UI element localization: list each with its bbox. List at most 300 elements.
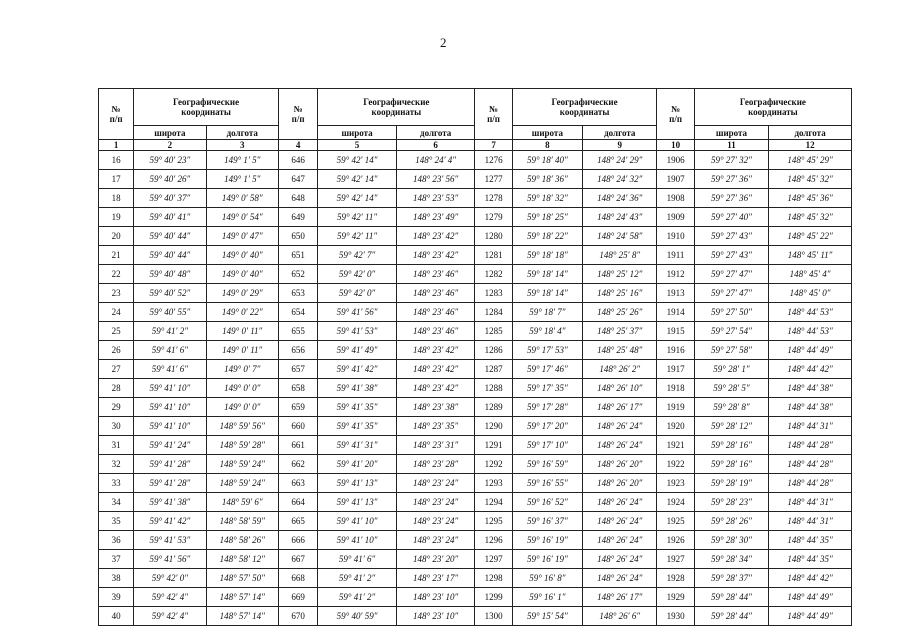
longitude-cell: 148° 24′ 32″: [583, 170, 657, 189]
latitude-cell: 59° 28′ 44″: [694, 588, 768, 607]
latitude-cell: 59° 41′ 42″: [318, 360, 397, 379]
point-number-cell: 38: [99, 569, 134, 588]
longitude-cell: 148° 44′ 31″: [769, 417, 852, 436]
point-number-cell: 1909: [657, 208, 694, 227]
point-number-cell: 1279: [475, 208, 512, 227]
point-number-cell: 26: [99, 341, 134, 360]
point-number-cell: 39: [99, 588, 134, 607]
longitude-cell: 148° 23′ 46″: [396, 303, 475, 322]
latitude-cell: 59° 17′ 28″: [512, 398, 582, 417]
longitude-cell: 148° 45′ 32″: [769, 170, 852, 189]
header-num: № п/п: [278, 89, 317, 140]
point-number-cell: 1296: [475, 531, 512, 550]
table-row: [99, 341, 852, 360]
latitude-cell: 59° 27′ 36″: [694, 189, 768, 208]
latitude-cell: 59° 42′ 0″: [134, 569, 206, 588]
column-index: 4: [278, 140, 317, 151]
header-num: № п/п: [99, 89, 134, 140]
longitude-cell: 149° 0′ 11″: [206, 341, 278, 360]
latitude-cell: 59° 18′ 22″: [512, 227, 582, 246]
longitude-cell: 148° 23′ 10″: [396, 607, 475, 626]
column-index: 5: [318, 140, 397, 151]
header-lon: долгота: [769, 126, 852, 140]
point-number-cell: 1298: [475, 569, 512, 588]
column-index: 10: [657, 140, 694, 151]
latitude-cell: 59° 16′ 55″: [512, 474, 582, 493]
point-number-cell: 1916: [657, 341, 694, 360]
latitude-cell: 59° 41′ 38″: [134, 493, 206, 512]
table-row: [99, 417, 852, 436]
point-number-cell: 1282: [475, 265, 512, 284]
point-number-cell: 1294: [475, 493, 512, 512]
longitude-cell: 148° 24′ 43″: [583, 208, 657, 227]
point-number-cell: 651: [278, 246, 317, 265]
latitude-cell: 59° 28′ 44″: [694, 607, 768, 626]
column-index: 9: [583, 140, 657, 151]
latitude-cell: 59° 27′ 58″: [694, 341, 768, 360]
latitude-cell: 59° 15′ 54″: [512, 607, 582, 626]
point-number-cell: 20: [99, 227, 134, 246]
point-number-cell: 1290: [475, 417, 512, 436]
point-number-cell: 652: [278, 265, 317, 284]
longitude-cell: 148° 24′ 29″: [583, 151, 657, 170]
table-row: [99, 227, 852, 246]
latitude-cell: 59° 18′ 18″: [512, 246, 582, 265]
longitude-cell: 148° 26′ 20″: [583, 474, 657, 493]
table-row: [99, 588, 852, 607]
header-lat: широта: [134, 126, 206, 140]
latitude-cell: 59° 28′ 34″: [694, 550, 768, 569]
longitude-cell: 148° 23′ 42″: [396, 379, 475, 398]
point-number-cell: 28: [99, 379, 134, 398]
point-number-cell: 1292: [475, 455, 512, 474]
latitude-cell: 59° 42′ 4″: [134, 588, 206, 607]
latitude-cell: 59° 27′ 43″: [694, 246, 768, 265]
table-row: [99, 322, 852, 341]
latitude-cell: 59° 28′ 16″: [694, 436, 768, 455]
latitude-cell: 59° 27′ 54″: [694, 322, 768, 341]
longitude-cell: 148° 57′ 14″: [206, 588, 278, 607]
longitude-cell: 148° 23′ 42″: [396, 246, 475, 265]
column-index: 6: [396, 140, 475, 151]
longitude-cell: 148° 25′ 8″: [583, 246, 657, 265]
point-number-cell: 27: [99, 360, 134, 379]
latitude-cell: 59° 17′ 53″: [512, 341, 582, 360]
point-number-cell: 669: [278, 588, 317, 607]
point-number-cell: 661: [278, 436, 317, 455]
longitude-cell: 148° 26′ 24″: [583, 550, 657, 569]
table-row: [99, 455, 852, 474]
latitude-cell: 59° 17′ 10″: [512, 436, 582, 455]
longitude-cell: 148° 25′ 16″: [583, 284, 657, 303]
header-geo: Географические координаты: [134, 89, 279, 126]
header-num: № п/п: [657, 89, 694, 140]
table-body: [99, 151, 852, 626]
latitude-cell: 59° 41′ 10″: [318, 531, 397, 550]
latitude-cell: 59° 40′ 55″: [134, 303, 206, 322]
latitude-cell: 59° 41′ 24″: [134, 436, 206, 455]
point-number-cell: 666: [278, 531, 317, 550]
point-number-cell: 23: [99, 284, 134, 303]
latitude-cell: 59° 41′ 13″: [318, 493, 397, 512]
latitude-cell: 59° 18′ 14″: [512, 284, 582, 303]
table-row: [99, 170, 852, 189]
longitude-cell: 149° 1′ 5″: [206, 170, 278, 189]
latitude-cell: 59° 17′ 35″: [512, 379, 582, 398]
column-index: 3: [206, 140, 278, 151]
point-number-cell: 1277: [475, 170, 512, 189]
longitude-cell: 148° 45′ 4″: [769, 265, 852, 284]
point-number-cell: 662: [278, 455, 317, 474]
longitude-cell: 148° 44′ 53″: [769, 322, 852, 341]
latitude-cell: 59° 27′ 47″: [694, 284, 768, 303]
point-number-cell: 33: [99, 474, 134, 493]
latitude-cell: 59° 42′ 14″: [318, 170, 397, 189]
point-number-cell: 1283: [475, 284, 512, 303]
longitude-cell: 148° 44′ 38″: [769, 398, 852, 417]
latitude-cell: 59° 27′ 47″: [694, 265, 768, 284]
latitude-cell: 59° 41′ 10″: [134, 398, 206, 417]
point-number-cell: 19: [99, 208, 134, 227]
latitude-cell: 59° 42′ 14″: [318, 151, 397, 170]
header-lon: долгота: [206, 126, 278, 140]
table-row: [99, 151, 852, 170]
point-number-cell: 1300: [475, 607, 512, 626]
longitude-cell: 148° 26′ 24″: [583, 417, 657, 436]
point-number-cell: 16: [99, 151, 134, 170]
point-number-cell: 25: [99, 322, 134, 341]
longitude-cell: 148° 25′ 12″: [583, 265, 657, 284]
point-number-cell: 34: [99, 493, 134, 512]
point-number-cell: 655: [278, 322, 317, 341]
point-number-cell: 1285: [475, 322, 512, 341]
longitude-cell: 148° 57′ 50″: [206, 569, 278, 588]
longitude-cell: 148° 26′ 24″: [583, 569, 657, 588]
longitude-cell: 148° 58′ 26″: [206, 531, 278, 550]
latitude-cell: 59° 28′ 23″: [694, 493, 768, 512]
latitude-cell: 59° 28′ 5″: [694, 379, 768, 398]
longitude-cell: 148° 23′ 28″: [396, 455, 475, 474]
latitude-cell: 59° 41′ 42″: [134, 512, 206, 531]
longitude-cell: 148° 44′ 49″: [769, 607, 852, 626]
longitude-cell: 148° 58′ 59″: [206, 512, 278, 531]
latitude-cell: 59° 41′ 56″: [134, 550, 206, 569]
point-number-cell: 1918: [657, 379, 694, 398]
table-row: [99, 398, 852, 417]
coordinates-table: [98, 88, 852, 626]
longitude-cell: 148° 44′ 28″: [769, 474, 852, 493]
longitude-cell: 148° 58′ 12″: [206, 550, 278, 569]
point-number-cell: 22: [99, 265, 134, 284]
point-number-cell: 658: [278, 379, 317, 398]
point-number-cell: 30: [99, 417, 134, 436]
longitude-cell: 148° 44′ 42″: [769, 569, 852, 588]
longitude-cell: 148° 23′ 42″: [396, 360, 475, 379]
latitude-cell: 59° 40′ 44″: [134, 227, 206, 246]
point-number-cell: 653: [278, 284, 317, 303]
point-number-cell: 670: [278, 607, 317, 626]
header-lat: широта: [318, 126, 397, 140]
point-number-cell: 1920: [657, 417, 694, 436]
point-number-cell: 650: [278, 227, 317, 246]
point-number-cell: 1288: [475, 379, 512, 398]
point-number-cell: 21: [99, 246, 134, 265]
longitude-cell: 148° 23′ 10″: [396, 588, 475, 607]
point-number-cell: 1299: [475, 588, 512, 607]
longitude-cell: 148° 45′ 0″: [769, 284, 852, 303]
latitude-cell: 59° 42′ 0″: [318, 284, 397, 303]
latitude-cell: 59° 28′ 8″: [694, 398, 768, 417]
latitude-cell: 59° 41′ 13″: [318, 474, 397, 493]
latitude-cell: 59° 28′ 16″: [694, 455, 768, 474]
longitude-cell: 148° 26′ 24″: [583, 436, 657, 455]
longitude-cell: 148° 26′ 24″: [583, 512, 657, 531]
longitude-cell: 148° 26′ 10″: [583, 379, 657, 398]
latitude-cell: 59° 41′ 6″: [134, 341, 206, 360]
latitude-cell: 59° 41′ 6″: [318, 550, 397, 569]
latitude-cell: 59° 16′ 37″: [512, 512, 582, 531]
latitude-cell: 59° 41′ 56″: [318, 303, 397, 322]
latitude-cell: 59° 28′ 30″: [694, 531, 768, 550]
point-number-cell: 1287: [475, 360, 512, 379]
point-number-cell: 18: [99, 189, 134, 208]
longitude-cell: 148° 23′ 46″: [396, 265, 475, 284]
column-index: 7: [475, 140, 512, 151]
longitude-cell: 148° 44′ 49″: [769, 341, 852, 360]
table-row: [99, 379, 852, 398]
longitude-cell: 148° 59′ 28″: [206, 436, 278, 455]
latitude-cell: 59° 40′ 26″: [134, 170, 206, 189]
longitude-cell: 148° 23′ 42″: [396, 227, 475, 246]
latitude-cell: 59° 27′ 50″: [694, 303, 768, 322]
latitude-cell: 59° 41′ 2″: [134, 322, 206, 341]
longitude-cell: 149° 0′ 11″: [206, 322, 278, 341]
longitude-cell: 148° 57′ 14″: [206, 607, 278, 626]
latitude-cell: 59° 18′ 40″: [512, 151, 582, 170]
point-number-cell: 1922: [657, 455, 694, 474]
point-number-cell: 1913: [657, 284, 694, 303]
column-index: 12: [769, 140, 852, 151]
latitude-cell: 59° 28′ 12″: [694, 417, 768, 436]
longitude-cell: 148° 23′ 17″: [396, 569, 475, 588]
longitude-cell: 148° 23′ 20″: [396, 550, 475, 569]
point-number-cell: 1912: [657, 265, 694, 284]
latitude-cell: 59° 42′ 11″: [318, 227, 397, 246]
point-number-cell: 657: [278, 360, 317, 379]
table-row: [99, 189, 852, 208]
longitude-cell: 148° 59′ 24″: [206, 474, 278, 493]
latitude-cell: 59° 16′ 19″: [512, 531, 582, 550]
point-number-cell: 1278: [475, 189, 512, 208]
point-number-cell: 1281: [475, 246, 512, 265]
latitude-cell: 59° 42′ 4″: [134, 607, 206, 626]
table-row: [99, 493, 852, 512]
latitude-cell: 59° 41′ 2″: [318, 588, 397, 607]
longitude-cell: 148° 26′ 2″: [583, 360, 657, 379]
longitude-cell: 149° 0′ 7″: [206, 360, 278, 379]
point-number-cell: 1276: [475, 151, 512, 170]
table-header-row: [99, 89, 852, 126]
longitude-cell: 148° 23′ 53″: [396, 189, 475, 208]
latitude-cell: 59° 16′ 59″: [512, 455, 582, 474]
header-lon: долгота: [396, 126, 475, 140]
longitude-cell: 148° 25′ 37″: [583, 322, 657, 341]
point-number-cell: 1930: [657, 607, 694, 626]
latitude-cell: 59° 18′ 25″: [512, 208, 582, 227]
longitude-cell: 148° 25′ 26″: [583, 303, 657, 322]
point-number-cell: 1917: [657, 360, 694, 379]
point-number-cell: 646: [278, 151, 317, 170]
column-index: 11: [694, 140, 768, 151]
longitude-cell: 148° 44′ 28″: [769, 455, 852, 474]
longitude-cell: 149° 0′ 0″: [206, 398, 278, 417]
longitude-cell: 149° 0′ 29″: [206, 284, 278, 303]
point-number-cell: 1297: [475, 550, 512, 569]
longitude-cell: 148° 45′ 22″: [769, 227, 852, 246]
point-number-cell: 29: [99, 398, 134, 417]
latitude-cell: 59° 42′ 7″: [318, 246, 397, 265]
header-lat: широта: [694, 126, 768, 140]
latitude-cell: 59° 28′ 26″: [694, 512, 768, 531]
point-number-cell: 1925: [657, 512, 694, 531]
table-row: [99, 512, 852, 531]
point-number-cell: 659: [278, 398, 317, 417]
longitude-cell: 148° 26′ 20″: [583, 455, 657, 474]
latitude-cell: 59° 40′ 52″: [134, 284, 206, 303]
header-lon: долгота: [583, 126, 657, 140]
table-row: [99, 474, 852, 493]
longitude-cell: 148° 59′ 56″: [206, 417, 278, 436]
point-number-cell: 665: [278, 512, 317, 531]
latitude-cell: 59° 41′ 10″: [134, 379, 206, 398]
longitude-cell: 148° 24′ 58″: [583, 227, 657, 246]
longitude-cell: 149° 0′ 40″: [206, 246, 278, 265]
latitude-cell: 59° 16′ 19″: [512, 550, 582, 569]
header-geo: Географические координаты: [318, 89, 475, 126]
point-number-cell: 1286: [475, 341, 512, 360]
point-number-cell: 1289: [475, 398, 512, 417]
longitude-cell: 148° 26′ 24″: [583, 531, 657, 550]
longitude-cell: 148° 44′ 42″: [769, 360, 852, 379]
latitude-cell: 59° 41′ 10″: [134, 417, 206, 436]
point-number-cell: 660: [278, 417, 317, 436]
point-number-cell: 1919: [657, 398, 694, 417]
latitude-cell: 59° 41′ 6″: [134, 360, 206, 379]
latitude-cell: 59° 27′ 43″: [694, 227, 768, 246]
column-index: 8: [512, 140, 582, 151]
latitude-cell: 59° 16′ 8″: [512, 569, 582, 588]
point-number-cell: 1293: [475, 474, 512, 493]
point-number-cell: 1926: [657, 531, 694, 550]
latitude-cell: 59° 28′ 1″: [694, 360, 768, 379]
point-number-cell: 663: [278, 474, 317, 493]
longitude-cell: 148° 44′ 53″: [769, 303, 852, 322]
table-row: [99, 303, 852, 322]
longitude-cell: 149° 1′ 5″: [206, 151, 278, 170]
point-number-cell: 37: [99, 550, 134, 569]
point-number-cell: 664: [278, 493, 317, 512]
longitude-cell: 148° 23′ 42″: [396, 341, 475, 360]
header-lat: широта: [512, 126, 582, 140]
longitude-cell: 148° 26′ 17″: [583, 398, 657, 417]
longitude-cell: 148° 26′ 6″: [583, 607, 657, 626]
column-index: 2: [134, 140, 206, 151]
latitude-cell: 59° 41′ 28″: [134, 455, 206, 474]
point-number-cell: 17: [99, 170, 134, 189]
point-number-cell: 31: [99, 436, 134, 455]
point-number-cell: 1924: [657, 493, 694, 512]
longitude-cell: 148° 44′ 49″: [769, 588, 852, 607]
longitude-cell: 148° 23′ 24″: [396, 493, 475, 512]
latitude-cell: 59° 16′ 52″: [512, 493, 582, 512]
latitude-cell: 59° 27′ 32″: [694, 151, 768, 170]
longitude-cell: 148° 23′ 38″: [396, 398, 475, 417]
table-index-row: [99, 140, 852, 151]
longitude-cell: 148° 23′ 46″: [396, 322, 475, 341]
latitude-cell: 59° 40′ 23″: [134, 151, 206, 170]
latitude-cell: 59° 17′ 20″: [512, 417, 582, 436]
latitude-cell: 59° 41′ 20″: [318, 455, 397, 474]
point-number-cell: 667: [278, 550, 317, 569]
latitude-cell: 59° 42′ 11″: [318, 208, 397, 227]
latitude-cell: 59° 41′ 49″: [318, 341, 397, 360]
point-number-cell: 1929: [657, 588, 694, 607]
latitude-cell: 59° 42′ 0″: [318, 265, 397, 284]
table-row: [99, 531, 852, 550]
latitude-cell: 59° 27′ 40″: [694, 208, 768, 227]
latitude-cell: 59° 41′ 28″: [134, 474, 206, 493]
point-number-cell: 40: [99, 607, 134, 626]
point-number-cell: 1910: [657, 227, 694, 246]
latitude-cell: 59° 18′ 7″: [512, 303, 582, 322]
latitude-cell: 59° 41′ 35″: [318, 417, 397, 436]
latitude-cell: 59° 27′ 36″: [694, 170, 768, 189]
latitude-cell: 59° 18′ 4″: [512, 322, 582, 341]
point-number-cell: 32: [99, 455, 134, 474]
longitude-cell: 148° 24′ 4″: [396, 151, 475, 170]
latitude-cell: 59° 40′ 37″: [134, 189, 206, 208]
latitude-cell: 59° 16′ 1″: [512, 588, 582, 607]
longitude-cell: 149° 0′ 0″: [206, 379, 278, 398]
longitude-cell: 148° 26′ 17″: [583, 588, 657, 607]
table-row: [99, 246, 852, 265]
point-number-cell: 35: [99, 512, 134, 531]
latitude-cell: 59° 28′ 19″: [694, 474, 768, 493]
longitude-cell: 148° 23′ 35″: [396, 417, 475, 436]
longitude-cell: 148° 44′ 31″: [769, 493, 852, 512]
point-number-cell: 1906: [657, 151, 694, 170]
header-geo: Географические координаты: [512, 89, 657, 126]
point-number-cell: 1295: [475, 512, 512, 531]
longitude-cell: 148° 44′ 28″: [769, 436, 852, 455]
latitude-cell: 59° 41′ 2″: [318, 569, 397, 588]
longitude-cell: 148° 45′ 36″: [769, 189, 852, 208]
point-number-cell: 649: [278, 208, 317, 227]
longitude-cell: 148° 59′ 24″: [206, 455, 278, 474]
point-number-cell: 648: [278, 189, 317, 208]
header-num: № п/п: [475, 89, 512, 140]
longitude-cell: 148° 23′ 46″: [396, 284, 475, 303]
longitude-cell: 149° 0′ 58″: [206, 189, 278, 208]
latitude-cell: 59° 18′ 14″: [512, 265, 582, 284]
longitude-cell: 149° 0′ 47″: [206, 227, 278, 246]
latitude-cell: 59° 18′ 36″: [512, 170, 582, 189]
point-number-cell: 654: [278, 303, 317, 322]
point-number-cell: 1921: [657, 436, 694, 455]
latitude-cell: 59° 41′ 10″: [318, 512, 397, 531]
longitude-cell: 148° 44′ 31″: [769, 512, 852, 531]
latitude-cell: 59° 41′ 31″: [318, 436, 397, 455]
